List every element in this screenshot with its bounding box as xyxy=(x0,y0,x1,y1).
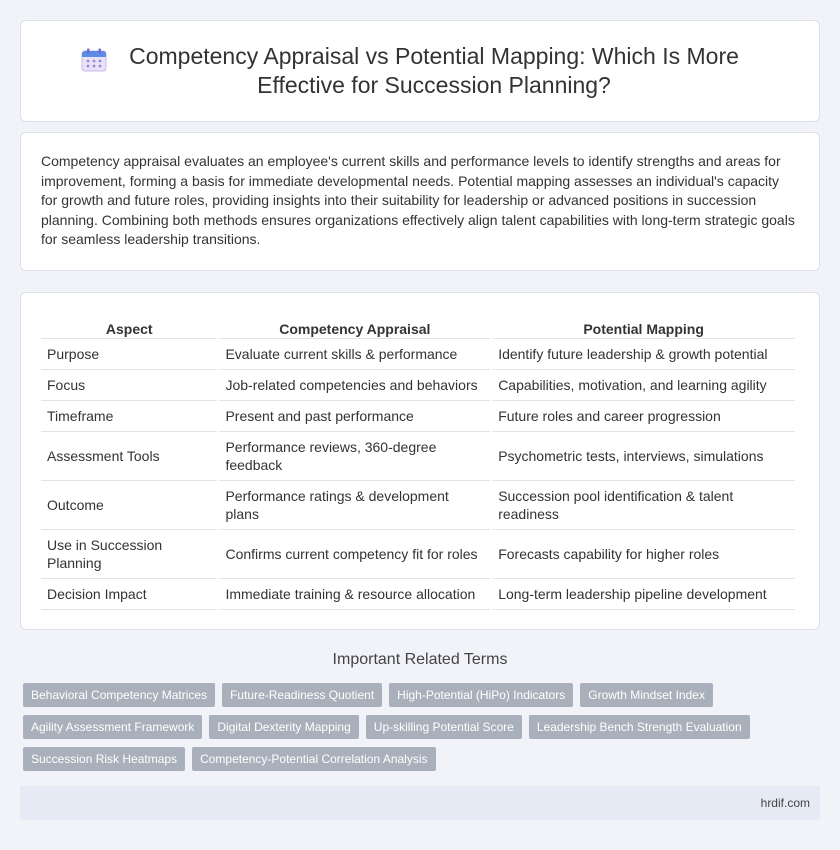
table-row xyxy=(41,370,795,401)
row-potential: Identify future leadership & growth potential xyxy=(492,339,795,370)
intro-paragraph: Competency appraisal evaluates an employee's current skills and performance levels to identify strengths and areas for improvement, forming a basis for immediate developmental needs. Potential mapping assesses an individual's capacity for growth and future roles, providing insights into their suitability for leadership or advanced positions in succession planning. Combining both methods ensures organizations effectively align talent capabilities with long-term strategic goals for seamless leadership transitions. xyxy=(41,153,795,248)
related-tag[interactable]: Growth Mindset Index xyxy=(580,683,713,707)
related-tag[interactable]: Behavioral Competency Matrices xyxy=(23,683,215,707)
row-potential: Psychometric tests, interviews, simulations xyxy=(492,432,795,481)
related-tag[interactable]: Succession Risk Heatmaps xyxy=(23,747,185,771)
calendar-icon xyxy=(81,48,107,72)
related-tag[interactable]: Up-skilling Potential Score xyxy=(366,715,522,739)
row-potential: Long-term leadership pipeline development xyxy=(492,579,795,610)
header-potential-mapping: Potential Mapping xyxy=(492,313,795,339)
footer-site-link[interactable]: hrdif.com xyxy=(760,796,810,810)
intro-card xyxy=(20,132,820,271)
page-title: Competency Appraisal vs Potential Mapping: Which Is More Effective for Succession Planning? xyxy=(129,43,739,98)
row-competency: Performance ratings & development plans xyxy=(219,481,490,530)
row-aspect: Decision Impact xyxy=(41,579,217,610)
row-competency: Confirms current competency fit for roles xyxy=(219,530,490,579)
comparison-table-card xyxy=(20,292,820,630)
table-row xyxy=(41,432,795,481)
row-potential: Succession pool identification & talent readiness xyxy=(492,481,795,530)
related-tag[interactable]: Competency-Potential Correlation Analysis xyxy=(192,747,435,771)
table-row xyxy=(41,339,795,370)
row-aspect: Assessment Tools xyxy=(41,432,217,481)
row-aspect: Use in Succession Planning xyxy=(41,530,217,579)
related-tag[interactable]: Leadership Bench Strength Evaluation xyxy=(529,715,750,739)
related-tag[interactable]: High-Potential (HiPo) Indicators xyxy=(389,683,573,707)
row-potential: Capabilities, motivation, and learning agility xyxy=(492,370,795,401)
table-row xyxy=(41,530,795,579)
row-potential: Forecasts capability for higher roles xyxy=(492,530,795,579)
table-header-row xyxy=(41,313,795,339)
header-competency-appraisal: Competency Appraisal xyxy=(219,313,490,339)
row-aspect: Focus xyxy=(41,370,217,401)
row-competency: Job-related competencies and behaviors xyxy=(219,370,490,401)
row-aspect: Outcome xyxy=(41,481,217,530)
row-aspect: Purpose xyxy=(41,339,217,370)
row-competency: Present and past performance xyxy=(219,401,490,432)
header-aspect: Aspect xyxy=(41,313,217,339)
row-competency: Evaluate current skills & performance xyxy=(219,339,490,370)
comparison-table xyxy=(39,313,797,610)
related-terms-heading: Important Related Terms xyxy=(332,651,508,668)
related-tag[interactable]: Future-Readiness Quotient xyxy=(222,683,382,707)
table-row xyxy=(41,579,795,610)
related-tag[interactable]: Agility Assessment Framework xyxy=(23,715,202,739)
table-row xyxy=(41,401,795,432)
title-card xyxy=(20,20,820,122)
row-aspect: Timeframe xyxy=(41,401,217,432)
row-competency: Immediate training & resource allocation xyxy=(219,579,490,610)
related-terms-tags xyxy=(23,683,823,771)
related-tag[interactable]: Digital Dexterity Mapping xyxy=(209,715,358,739)
row-competency: Performance reviews, 360-degree feedback xyxy=(219,432,490,481)
table-row xyxy=(41,481,795,530)
footer xyxy=(20,786,820,820)
row-potential: Future roles and career progression xyxy=(492,401,795,432)
